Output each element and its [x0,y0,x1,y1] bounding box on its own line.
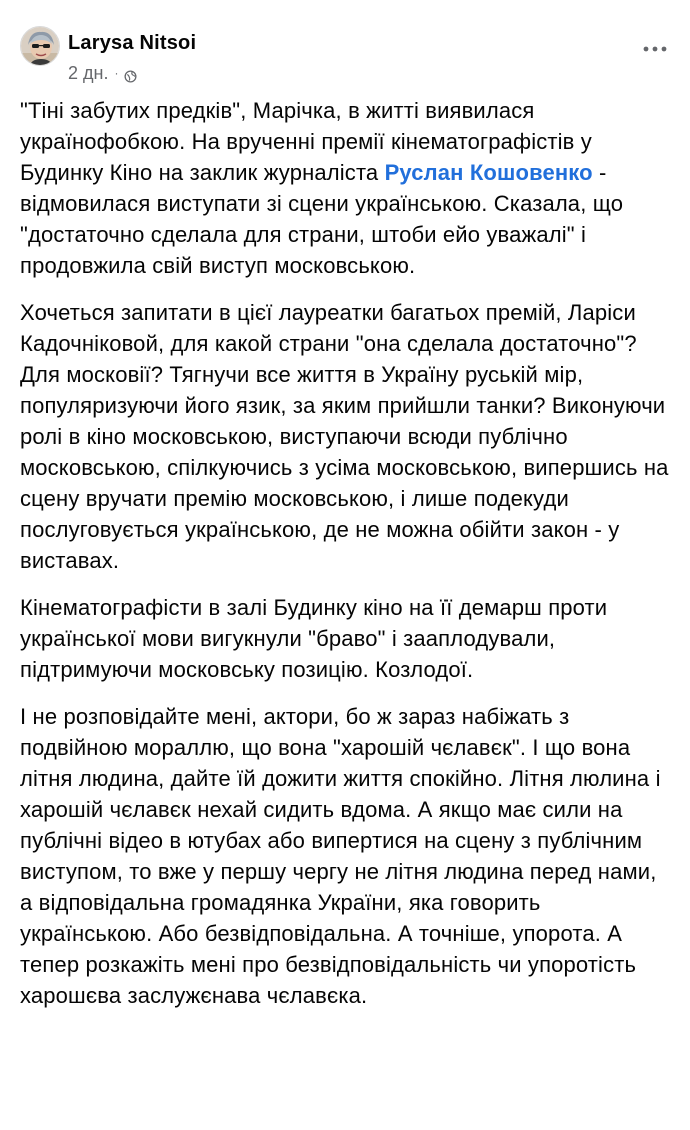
mention-link[interactable]: Руслан Кошовенко [384,160,593,185]
post-header [20,26,670,86]
paragraph-1-text-before: "Тіні забутих предків", Марічка, в житті виявилася українофобкою. На врученні премії кінематографістів у Будинку Кіно на заклик журналіста [20,98,592,185]
avatar[interactable] [20,26,60,66]
post-meta [68,62,137,84]
meta-separator: · [114,66,119,80]
more-options-icon[interactable] [640,34,670,64]
post-paragraph-1 [20,95,674,281]
avatar-photo [21,27,60,66]
post-timestamp[interactable]: 2 дн. [68,62,109,83]
post-paragraph-3: Кінематографісти в залі Будинку кіно на її демарш проти української мови вигукнули "браво" і зааплодували, підтримуючи московську позицію. Козлодої. [20,595,608,682]
post-paragraph-4: І не розповідайте мені, актори, бо ж зараз набіжать з подвійною мораллю, що вона "харошій чєлавєк". І що вона літня людина, дайте їй дожити життя спокійно. Літня люлина і харошій чєлавєк нехай сидить вдома. А якщо має сили на публічні відео в ютубах або випертися на сцену з публічним виступом, то вже у першу чергу не літня людина перед нами, а відповідальна громадянка України, яка говорить українською. Або безвідповідальна. А точніше, упорота. А тепер розкажіть мені про безвідповідальність чи упоротість харошєва заслужєнава чєлавєка. [20,704,661,1008]
post-content [20,95,674,1027]
globe-icon[interactable] [124,67,137,80]
post-paragraph-2: Хочеться запитати в цієї лауреатки багатьох премій, Ларіси Кадочніковой, для какой страни "она сделала достаточно"? Для московії? Тягнучи все життя в Україну руській мір, популяризуючи його язик, за яким прийшли танки? Виконуючи ролі в кіно московською, виступаючи всюди публічно московською, спілкуючись з усіма московською, випершись на сцену вручати премію московською, і лише подекуди послуговується українською, де не можна обійти закон - у виставах. [20,300,669,573]
paragraph-1-text-after: - відмовилася виступати зі сцени українською. Сказала, що "достаточно сделала для страни, штоби ейо уважалі" і продовжила свій виступ московською. [20,160,624,278]
author-name[interactable]: Larysa Nitsoi [68,32,197,54]
